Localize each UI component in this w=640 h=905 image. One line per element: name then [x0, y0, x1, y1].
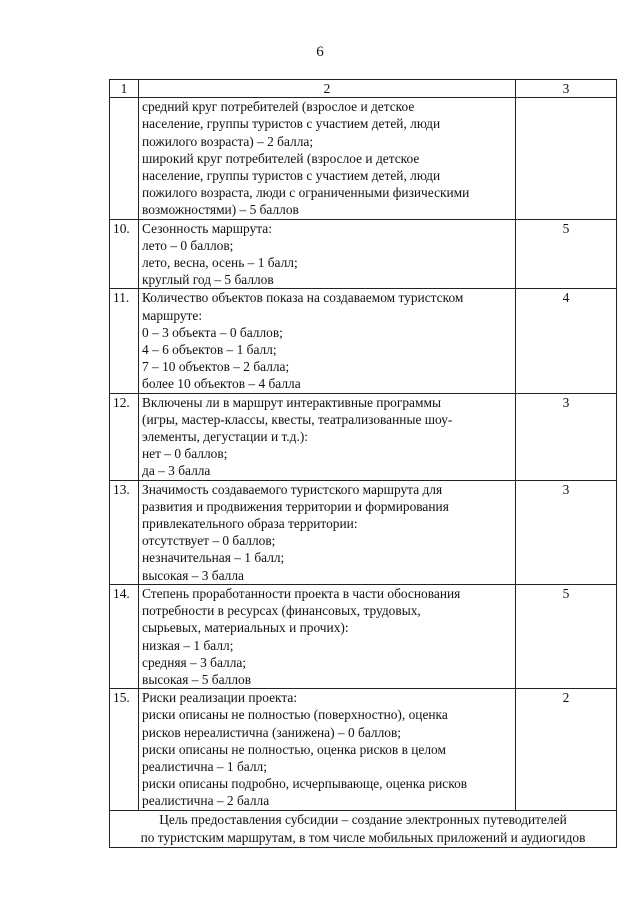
- criterion-number: 10.: [110, 219, 139, 289]
- criterion-line: высокая – 5 баллов: [142, 671, 252, 687]
- criterion-score: 5: [516, 584, 617, 688]
- criterion-description: [139, 289, 516, 393]
- criterion-line: отсутствует – 0 баллов;: [142, 533, 276, 549]
- subsidy-goal-line: по туристским маршрутам, в том числе мобильных приложений и аудиогидов: [140, 829, 586, 845]
- criterion-score: [516, 98, 617, 219]
- criterion-line: 0 – 3 объекта – 0 баллов;: [142, 324, 283, 340]
- criterion-line: Количество объектов показа на создаваемом туристском: [142, 290, 464, 306]
- column-header-number: 1: [110, 80, 139, 98]
- table-header-row: [110, 80, 617, 98]
- criterion-line: Включены ли в маршрут интерактивные программы: [142, 394, 441, 410]
- criterion-number: 11.: [110, 289, 139, 393]
- criterion-line: риски описаны подробно, исчерпывающе, оценка рисков: [142, 776, 468, 792]
- table-footer-row: [110, 810, 617, 847]
- table-row: [110, 98, 617, 219]
- criterion-description: [139, 393, 516, 480]
- table-row: [110, 219, 617, 289]
- criterion-line: нет – 0 баллов;: [142, 446, 228, 462]
- criterion-description: [139, 98, 516, 219]
- criterion-line: 4 – 6 объектов – 1 балл;: [142, 342, 277, 358]
- criterion-score: 5: [516, 219, 617, 289]
- criterion-line: рисков нереалистична (занижена) – 0 баллов;: [142, 724, 401, 740]
- criterion-description: [139, 219, 516, 289]
- criterion-line: лето – 0 баллов;: [142, 237, 234, 253]
- criterion-score: 3: [516, 480, 617, 584]
- criterion-line: реалистична – 1 балл;: [142, 758, 267, 774]
- criterion-number: 14.: [110, 584, 139, 688]
- criterion-line: реалистична – 2 балла: [142, 793, 270, 809]
- criterion-score: 3: [516, 393, 617, 480]
- criterion-line: Значимость создаваемого туристского маршрута для: [142, 481, 443, 497]
- criterion-line: (игры, мастер-классы, квесты, театрализованные шоу-: [142, 411, 453, 427]
- table-row: [110, 584, 617, 688]
- criterion-score: 2: [516, 689, 617, 810]
- criterion-line: 7 – 10 объектов – 2 балла;: [142, 359, 290, 375]
- criterion-line: Степень проработанности проекта в части обоснования: [142, 585, 461, 601]
- criterion-line: маршруте:: [142, 307, 203, 323]
- criterion-description: [139, 584, 516, 688]
- table-row: [110, 480, 617, 584]
- criterion-line: лето, весна, осень – 1 балл;: [142, 255, 298, 271]
- column-header-criterion: 2: [139, 80, 516, 98]
- criterion-line: высокая – 3 балла: [142, 567, 244, 583]
- criterion-number: 12.: [110, 393, 139, 480]
- criterion-score: 4: [516, 289, 617, 393]
- criterion-line: Сезонность маршрута:: [142, 220, 272, 236]
- table-row: [110, 689, 617, 810]
- criterion-number: [110, 98, 139, 219]
- subsidy-goal-line: Цель предоставления субсидии – создание электронных путеводителей: [159, 811, 567, 827]
- criterion-line: сырьевых, материальных и прочих):: [142, 620, 349, 636]
- criterion-line: незначительная – 1 балл;: [142, 550, 285, 566]
- criterion-line: пожилого возраста) – 2 балла;: [142, 133, 314, 149]
- criterion-line: элементы, дегустации и т.д.):: [142, 429, 308, 445]
- criterion-line: потребности в ресурсах (финансовых, трудовых,: [142, 603, 421, 619]
- criterion-line: население, группы туристов с участием детей, люди: [142, 116, 441, 132]
- page-number: 6: [316, 44, 324, 60]
- table-row: [110, 289, 617, 393]
- criterion-line: риски описаны не полностью (поверхностно), оценка: [142, 707, 448, 723]
- criterion-description: [139, 689, 516, 810]
- criterion-line: пожилого возраста, люди с ограниченными физическими: [142, 185, 470, 201]
- criterion-line: низкая – 1 балл;: [142, 637, 234, 653]
- criterion-line: развития и продвижения территории и формирования: [142, 498, 449, 514]
- criterion-line: более 10 объектов – 4 балла: [142, 376, 301, 392]
- criterion-line: риски описаны не полностью, оценка рисков в целом: [142, 741, 446, 757]
- criterion-number: 13.: [110, 480, 139, 584]
- subsidy-goal-cell: [110, 810, 617, 847]
- criterion-line: средний круг потребителей (взрослое и детское: [142, 99, 415, 115]
- criteria-table: [109, 79, 617, 848]
- criterion-line: Риски реализации проекта:: [142, 690, 298, 706]
- criterion-line: возможностями) – 5 баллов: [142, 202, 299, 218]
- criterion-line: широкий круг потребителей (взрослое и детское: [142, 150, 420, 166]
- criterion-line: круглый год – 5 баллов: [142, 272, 274, 288]
- criterion-line: привлекательного образа территории:: [142, 516, 358, 532]
- table-row: [110, 393, 617, 480]
- column-header-score: 3: [516, 80, 617, 98]
- criterion-number: 15.: [110, 689, 139, 810]
- criterion-description: [139, 480, 516, 584]
- criterion-line: средняя – 3 балла;: [142, 654, 247, 670]
- criterion-line: население, группы туристов с участием детей, люди: [142, 168, 441, 184]
- criterion-line: да – 3 балла: [142, 463, 211, 479]
